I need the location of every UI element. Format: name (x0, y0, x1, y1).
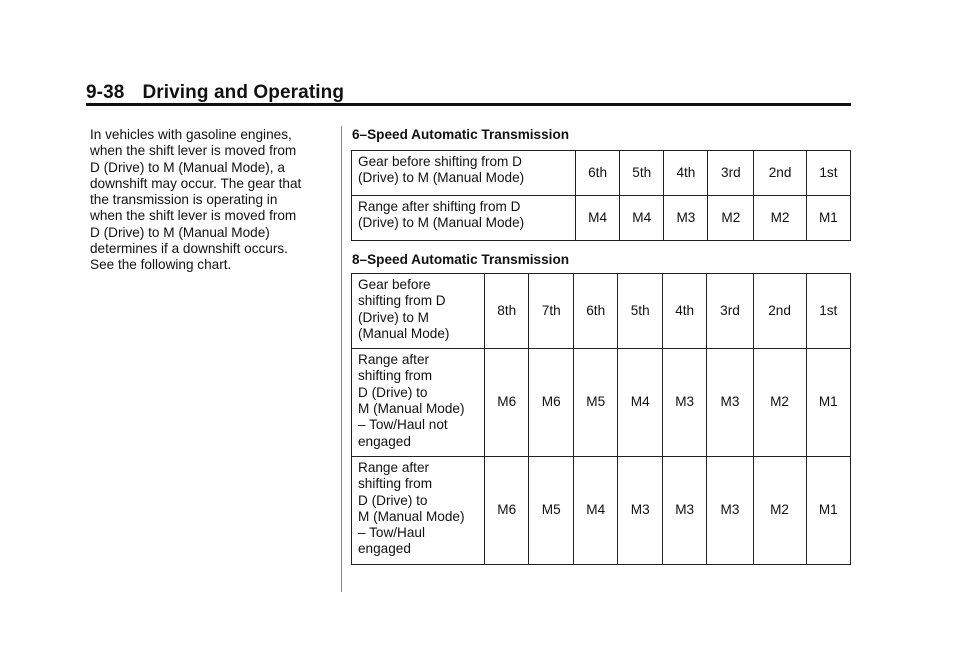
table-cell: M6 (485, 456, 529, 564)
table-cell: M2 (753, 456, 806, 564)
label-line: (Drive) to M (358, 309, 429, 325)
section-title: Driving and Operating (142, 82, 345, 103)
table-cell: M4 (620, 196, 664, 241)
label-line: D (Drive) to (358, 492, 428, 508)
table-cell: 6th (573, 274, 617, 349)
table-cell: 1st (806, 274, 850, 349)
row-label (352, 349, 485, 457)
table-cell: M3 (707, 456, 753, 564)
eight-speed-title: 8–Speed Automatic Transmission (352, 252, 570, 267)
six-speed-title: 6–Speed Automatic Transmission (352, 127, 570, 142)
table-cell: M5 (573, 349, 617, 457)
label-line: Range after (358, 352, 430, 368)
row-label (352, 151, 576, 196)
table-cell: M1 (806, 349, 850, 457)
eight-speed-table (351, 273, 851, 565)
table-cell: 7th (529, 274, 573, 349)
table-row (352, 349, 851, 457)
table-cell: M3 (707, 349, 753, 457)
table-cell: 3rd (707, 274, 753, 349)
row-label (352, 196, 576, 241)
intro-paragraph (90, 127, 330, 274)
label-line: D (Drive) to (358, 384, 428, 400)
page-header (86, 82, 344, 104)
label-line: Range after (358, 459, 430, 475)
row-label (352, 274, 485, 349)
table-cell: 6th (576, 151, 620, 196)
table-cell: 3rd (708, 151, 754, 196)
table-cell: M2 (708, 196, 754, 241)
six-speed-table (351, 150, 851, 241)
table-cell: M3 (664, 196, 708, 241)
intro-line: In vehicles with gasoline engines, (90, 127, 292, 142)
label-line: M (Manual Mode) (358, 401, 465, 417)
table-cell: 2nd (754, 151, 807, 196)
table-cell: 4th (664, 151, 708, 196)
intro-line: determines if a downshift occurs. (90, 241, 288, 257)
table-cell: 8th (485, 274, 529, 349)
table-cell: M1 (806, 456, 850, 564)
table-cell: 5th (620, 151, 664, 196)
label-line: (Manual Mode) (358, 325, 450, 341)
table-cell: M2 (754, 196, 807, 241)
table-cell: 4th (662, 274, 706, 349)
row-label (352, 456, 485, 564)
table-row (352, 151, 851, 196)
label-line: – Tow/Haul (358, 525, 425, 541)
label-line: Range after shifting from D (358, 199, 521, 214)
label-line: shifting from (358, 368, 433, 384)
label-line: engaged (358, 433, 411, 449)
table-cell: 1st (806, 151, 850, 196)
table-cell: M3 (662, 349, 706, 457)
intro-line: when the shift lever is moved from (90, 143, 297, 159)
table-cell: M4 (576, 196, 620, 241)
label-line: (Drive) to M (Manual Mode) (358, 215, 525, 231)
intro-line: D (Drive) to M (Manual Mode) (90, 224, 270, 240)
header-rule (86, 103, 851, 106)
label-line: shifting from D (358, 293, 446, 309)
table-cell: M3 (662, 456, 706, 564)
intro-line: when the shift lever is moved from (90, 208, 297, 224)
label-line: (Drive) to M (Manual Mode) (358, 170, 525, 186)
table-cell: 5th (618, 274, 662, 349)
label-line: shifting from (358, 476, 433, 492)
intro-line: downshift may occur. The gear that (90, 175, 302, 191)
page-number: 9-38 (86, 82, 125, 103)
label-line: – Tow/Haul not (358, 417, 448, 433)
table-cell: M1 (806, 196, 850, 241)
label-line: M (Manual Mode) (358, 508, 465, 524)
table-cell: M6 (529, 349, 573, 457)
table-cell: M6 (485, 349, 529, 457)
intro-line: See the following chart. (90, 257, 232, 273)
table-cell: M3 (618, 456, 662, 564)
label-line: Gear before shifting from D (358, 154, 522, 169)
table-cell: M4 (573, 456, 617, 564)
table-row (352, 456, 851, 564)
intro-line: D (Drive) to M (Manual Mode), a (90, 159, 285, 175)
column-divider (341, 126, 342, 592)
intro-line: the transmission is operating in (90, 192, 278, 208)
label-line: Gear before (358, 277, 431, 292)
table-cell: M4 (618, 349, 662, 457)
table-row (352, 196, 851, 241)
table-cell: M2 (753, 349, 806, 457)
table-cell: M5 (529, 456, 573, 564)
table-cell: 2nd (753, 274, 806, 349)
table-row (352, 274, 851, 349)
label-line: engaged (358, 541, 411, 557)
